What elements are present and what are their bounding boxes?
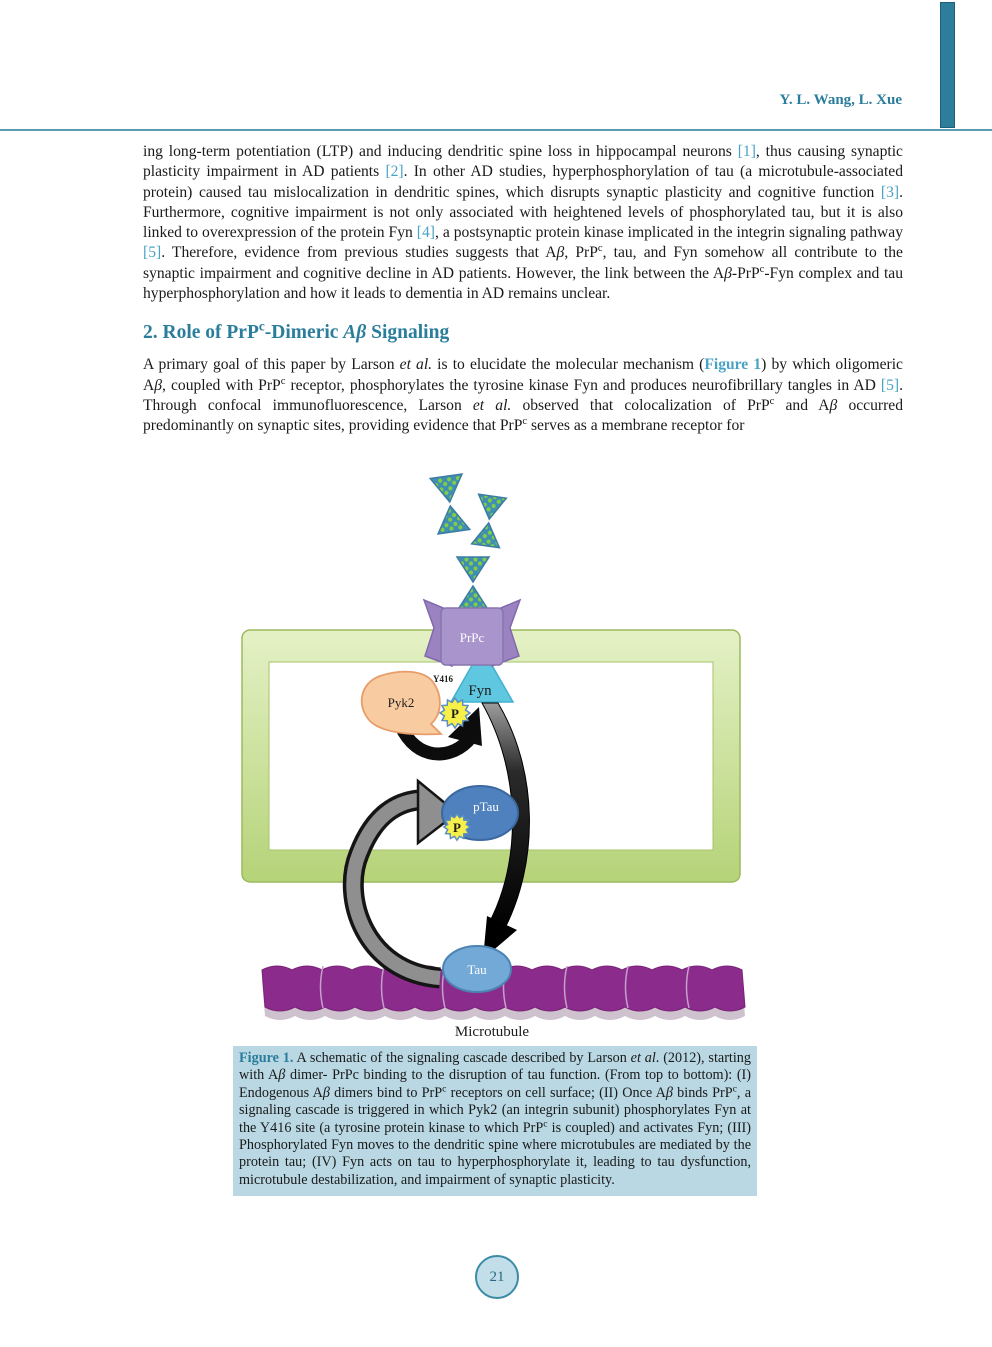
text-run: dimer- PrPc binding to the disruption of tau function. (From top to bottom): (I) Endogenous A bbox=[239, 1067, 752, 1101]
text-run: 2. Role of PrP bbox=[143, 322, 259, 344]
text-run: . In other AD studies, hyperphosphorylation of tau (a microtubule-associated protein) caused tau mislocalization in dendritic spines, which disrupts synaptic plasticity and cognitive function bbox=[143, 163, 904, 201]
pyk2-shape bbox=[362, 672, 441, 735]
text-run: β bbox=[556, 244, 565, 262]
citation-link[interactable]: [5] bbox=[143, 244, 162, 262]
text-run: and A bbox=[774, 396, 830, 414]
text-run: c bbox=[769, 395, 775, 407]
text-run: ) by which oligomeric A bbox=[143, 356, 903, 394]
text-run: et al bbox=[630, 1050, 656, 1066]
text-run: A primary goal of this paper by Larson bbox=[143, 356, 400, 374]
text-run: , a signaling cascade is triggered in which Pyk2 (an integrin subunit) phosphorylates Fyn at the Y416 site (a tyrosine protein kinase to which PrP bbox=[239, 1084, 751, 1136]
text-run: receptor, phosphorylates the tyrosine kinase Fyn and produces neurofibrillary tangles in AD bbox=[285, 376, 881, 394]
text-run: binds PrP bbox=[672, 1084, 733, 1101]
text-run: β bbox=[829, 396, 838, 414]
text-run: . Through confocal immunofluorescence, Larson bbox=[143, 376, 903, 414]
page-number: 21 bbox=[489, 1268, 505, 1285]
article-body bbox=[143, 142, 903, 437]
tau-label: Tau bbox=[467, 962, 487, 977]
citation-link[interactable]: [3] bbox=[880, 183, 900, 201]
text-run: β bbox=[724, 264, 732, 282]
text-run: dimers bind to PrP bbox=[329, 1084, 443, 1101]
paragraph-1 bbox=[143, 142, 903, 304]
text-run: β bbox=[154, 376, 163, 394]
text-run: is coupled) and activates Fyn; (III) Phosphorylated Fyn moves to the dendritic spine where microtubules are mediated by the protein tau; (IV) Fyn acts on tau to hyperphosphorylate it, leading to tau dysfunction, microtubule destabilization, and impairment of synaptic plasticity. bbox=[239, 1119, 751, 1188]
text-run: receptors on cell surface; (II) Once A bbox=[446, 1084, 666, 1101]
fyn-label: Fyn bbox=[468, 683, 492, 699]
text-run: et al. bbox=[472, 396, 512, 414]
text-run: c bbox=[543, 1117, 548, 1129]
text-run: . (2012), starting with A bbox=[239, 1050, 751, 1084]
text-run: is to elucidate the molecular mechanism ( bbox=[432, 356, 705, 374]
citation-link[interactable]: [1] bbox=[737, 143, 756, 160]
ptau-label: pTau bbox=[473, 799, 499, 814]
page-number-badge bbox=[475, 1255, 519, 1299]
text-run: . Therefore, evidence from previous studies suggests that A bbox=[161, 244, 557, 262]
phospho-label: P bbox=[453, 820, 461, 835]
figure-reference-link[interactable]: Figure 1 bbox=[704, 356, 762, 374]
abeta-dimer bbox=[430, 474, 469, 534]
text-run: β bbox=[322, 1084, 330, 1101]
figure1-diagram bbox=[235, 470, 755, 1045]
phospho-label: P bbox=[451, 706, 459, 721]
text-run: . Furthermore, cognitive impairment is not only associated with heightened levels of phosphorylated tau, but it is also linked to overexpression of the protein Fyn bbox=[143, 183, 903, 242]
text-run: A schematic of the signaling cascade described by Larson bbox=[293, 1050, 631, 1066]
text-run: β bbox=[278, 1067, 286, 1084]
text-run: -PrP bbox=[731, 264, 760, 282]
text-run: -Fyn complex and tau hyperphosphorylation and how it leads to dementia in AD remains unclear. bbox=[143, 264, 903, 303]
figure-caption bbox=[233, 1046, 757, 1196]
text-run: , thus causing synaptic plasticity impairment in AD patients bbox=[143, 143, 903, 181]
text-run: -Dimeric bbox=[264, 322, 344, 344]
citation-link[interactable]: [4] bbox=[416, 224, 435, 242]
text-run: c bbox=[522, 416, 528, 428]
text-run: c bbox=[759, 263, 765, 275]
text-run: Signaling bbox=[366, 322, 450, 344]
text-run: serves as a membrane receptor for bbox=[527, 417, 745, 435]
citation-link[interactable]: [5] bbox=[880, 376, 900, 394]
abeta-dimer bbox=[457, 557, 489, 611]
abeta-dimer bbox=[472, 494, 507, 547]
text-run: Aβ bbox=[343, 322, 367, 344]
text-run: , a postsynaptic protein kinase implicated in the integrin signaling pathway bbox=[434, 224, 903, 242]
text-run: c bbox=[442, 1083, 447, 1095]
text-run: β bbox=[665, 1084, 673, 1101]
text-run: ing long-term potentiation (LTP) and inducing dendritic spine loss in hippocampal neurons bbox=[143, 143, 738, 160]
text-run: et al. bbox=[399, 356, 433, 374]
prpc-receptor bbox=[424, 600, 520, 666]
section-heading bbox=[143, 318, 903, 344]
tau-ellipse bbox=[443, 946, 511, 992]
microtubule-label: Microtubule bbox=[454, 1024, 530, 1040]
text-run: , coupled with PrP bbox=[162, 376, 281, 394]
citation-link[interactable]: [2] bbox=[385, 163, 404, 181]
header-authors: Y. L. Wang, L. Xue bbox=[779, 92, 902, 108]
text-run: , PrP bbox=[564, 244, 598, 262]
paragraph-2 bbox=[143, 355, 903, 436]
figure-caption-label: Figure 1. bbox=[239, 1050, 294, 1066]
text-run: c bbox=[732, 1083, 737, 1095]
text-run: c bbox=[597, 243, 603, 255]
prpc-label: PrPc bbox=[459, 630, 485, 645]
text-run: , tau, and Fyn somehow all contribute to the synaptic impairment and cognitive decline in AD patients. However, the link between the A bbox=[143, 244, 903, 282]
text-run: occurred predominantly on synaptic sites, providing evidence that PrP bbox=[143, 396, 903, 435]
header-accent-bar bbox=[940, 2, 955, 128]
y416-site-label: Y416 bbox=[433, 674, 453, 684]
text-run: c bbox=[258, 318, 265, 334]
text-run: c bbox=[280, 375, 286, 387]
pyk2-label: Pyk2 bbox=[387, 695, 415, 710]
header-rule bbox=[0, 129, 992, 131]
text-run: observed that colocalization of PrP bbox=[511, 396, 770, 414]
